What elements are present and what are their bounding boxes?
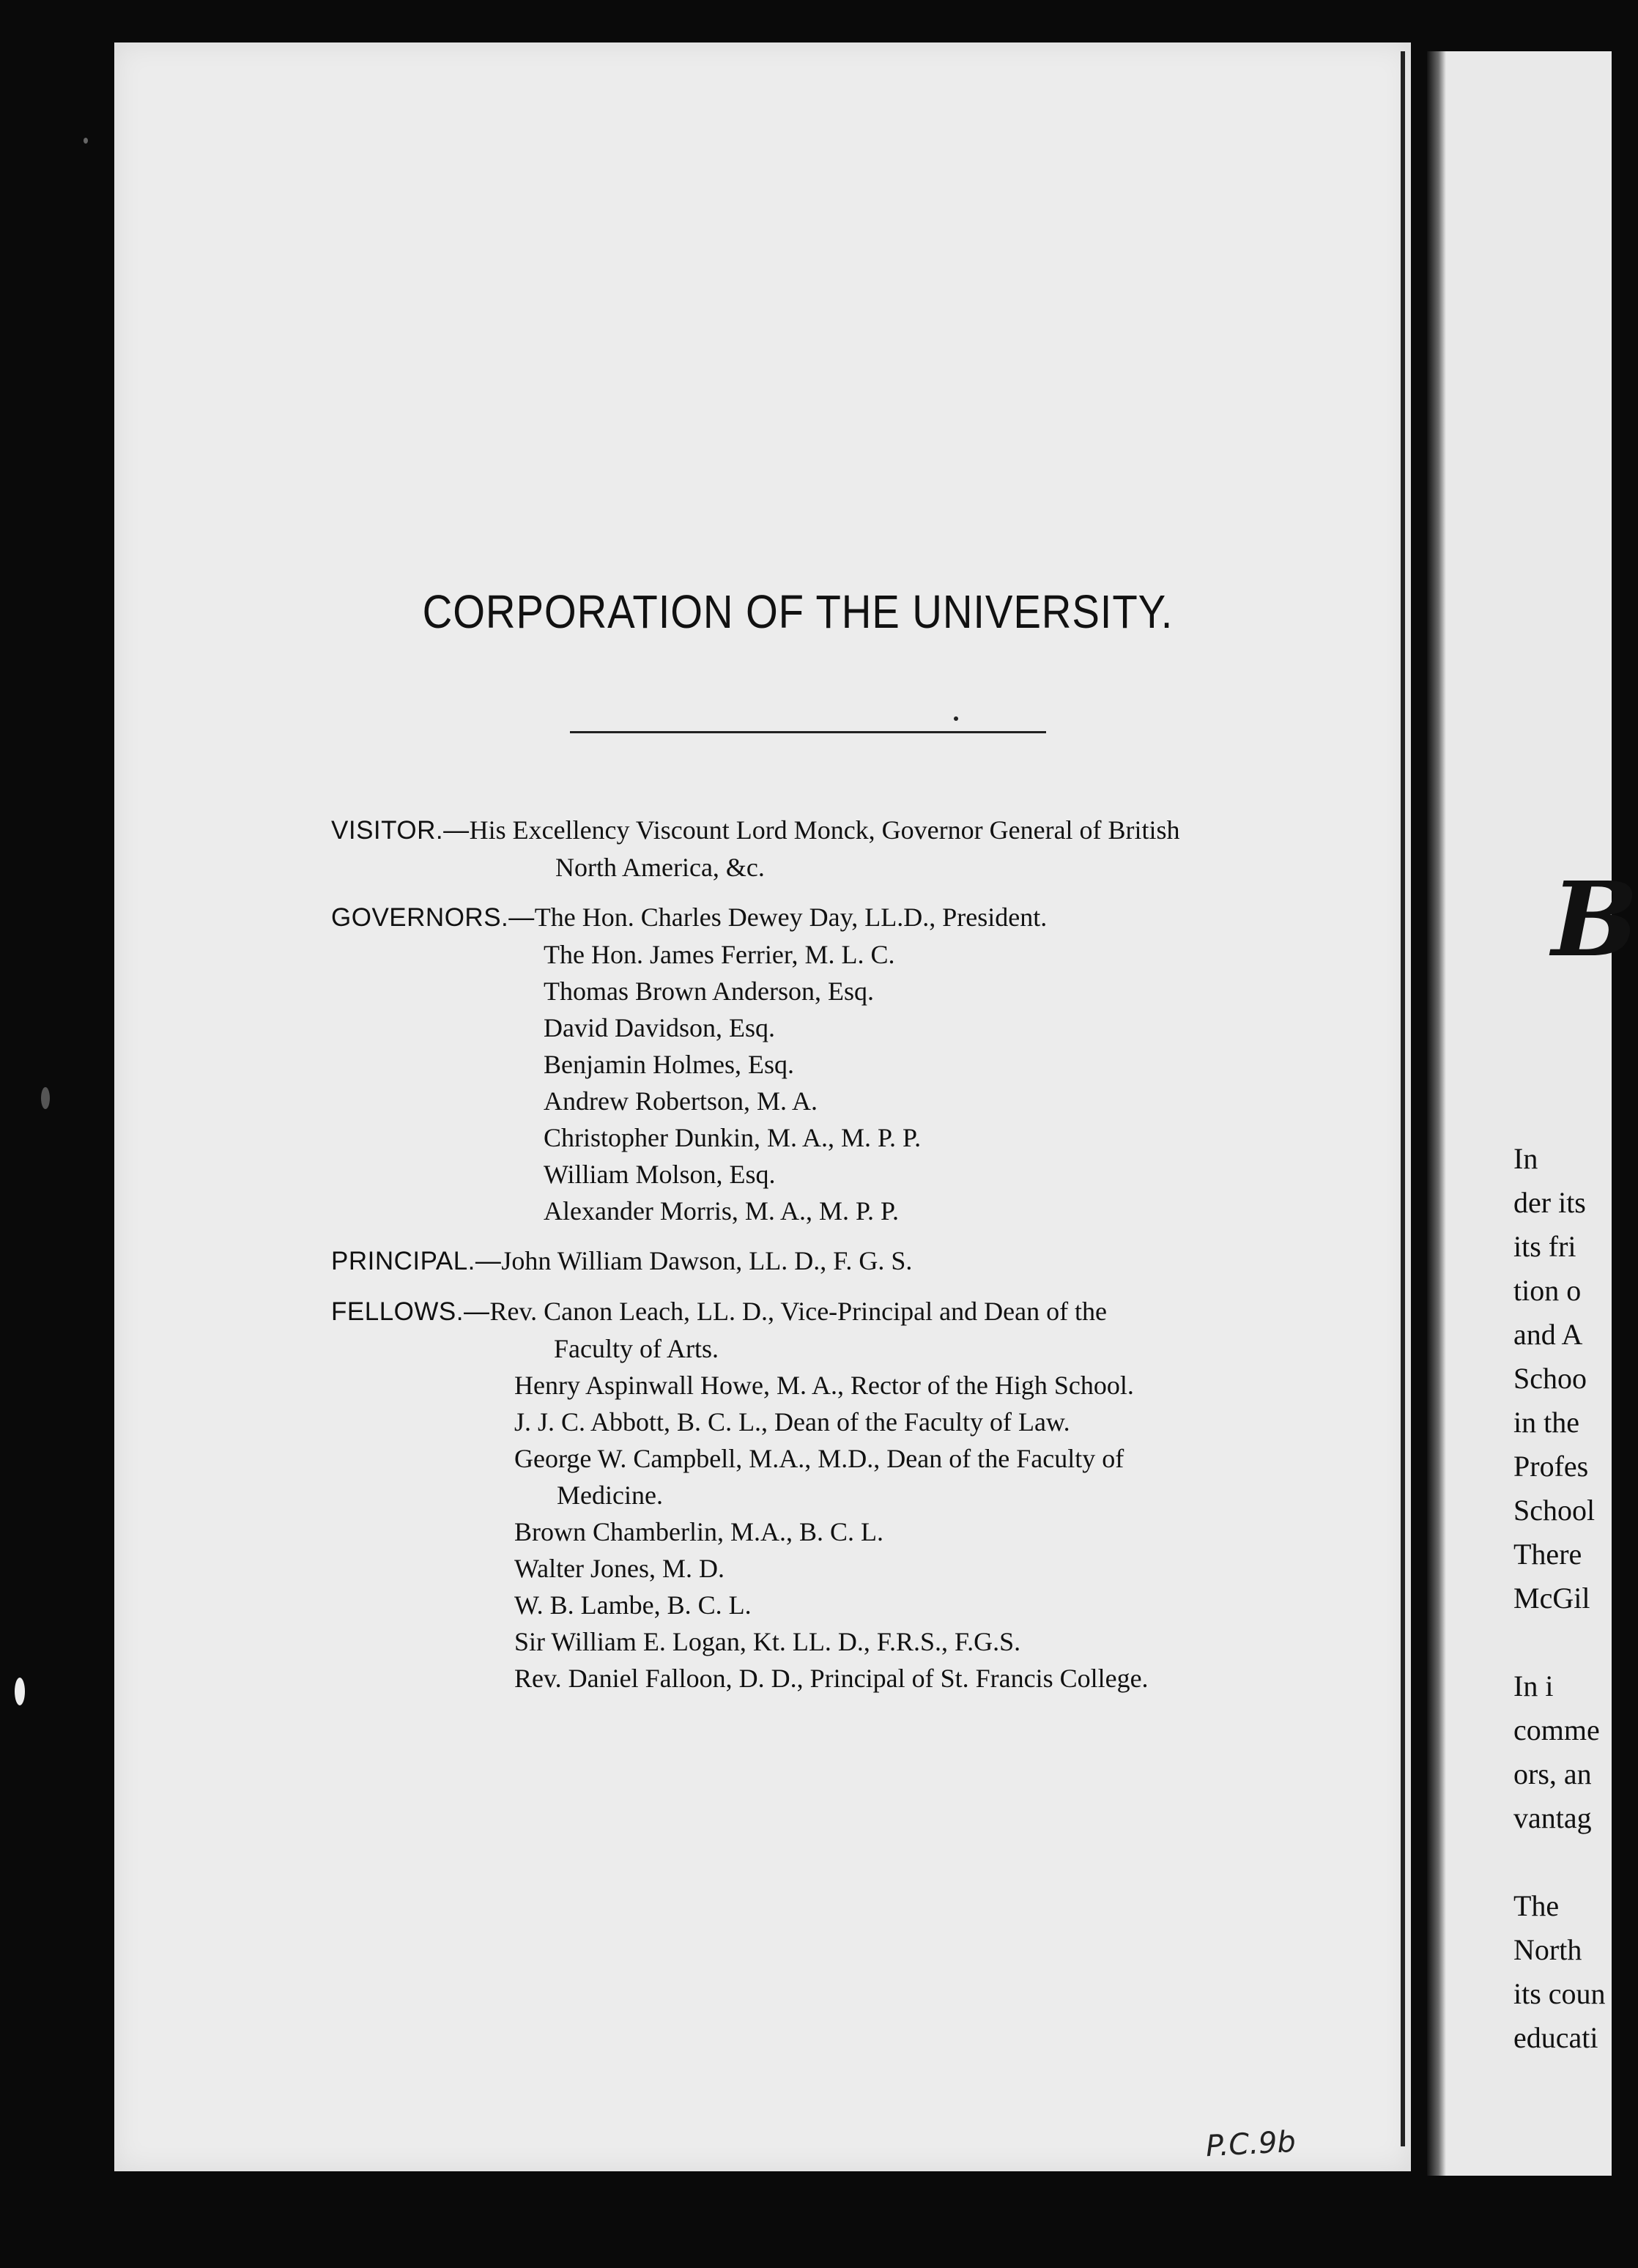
- visitor-line2: North America, &c.: [555, 853, 765, 882]
- principal-entry: [331, 1242, 1430, 1280]
- governor-president: The Hon. Charles Dewey Day, LL.D., President.: [534, 903, 1048, 932]
- facing-line: [1513, 1620, 1606, 1664]
- facing-line: comme: [1513, 1713, 1600, 1746]
- principal-name: John William Dawson, LL. D., F. G. S.: [501, 1246, 913, 1275]
- corporation-list: [331, 812, 1430, 1710]
- page-gutter: [1401, 51, 1405, 2146]
- fellow-item: Brown Chamberlin, M.A., B. C. L.: [514, 1517, 883, 1546]
- facing-line: In i: [1513, 1670, 1554, 1702]
- governor-item: William Molson, Esq.: [544, 1160, 776, 1189]
- rule-ornament: [954, 716, 958, 721]
- facing-line: educati: [1513, 2021, 1598, 2054]
- handwritten-shelfmark: P.C.9b: [1204, 2124, 1297, 2164]
- governor-item: Thomas Brown Anderson, Esq.: [544, 976, 874, 1006]
- fellow-item: Rev. Daniel Falloon, D. D., Principal of St. Francis College.: [514, 1664, 1149, 1693]
- fellow-item: Sir William E. Logan, Kt. LL. D., F.R.S., F.G.S.: [514, 1627, 1021, 1656]
- page-title: CORPORATION OF THE UNIVERSITY.: [422, 585, 1174, 638]
- gothic-initial: B: [1552, 860, 1638, 980]
- fellow-first-line2: Faculty of Arts.: [554, 1334, 719, 1363]
- facing-line: der its: [1513, 1186, 1586, 1219]
- binding-shadow: [1427, 51, 1446, 2176]
- facing-line: vantag: [1513, 1801, 1592, 1834]
- governors-label: GOVERNORS.—: [331, 903, 535, 932]
- facing-line: Schoo: [1513, 1362, 1587, 1395]
- facing-page-fragment: [1427, 51, 1638, 2176]
- principal-label: PRINCIPAL.—: [331, 1247, 502, 1275]
- governor-item: Benjamin Holmes, Esq.: [544, 1050, 794, 1079]
- fellows-members: [331, 1367, 1430, 1697]
- fellows-entry: [331, 1293, 1430, 1697]
- facing-line: [1513, 1840, 1606, 1884]
- governor-item: Alexander Morris, M. A., M. P. P.: [544, 1196, 900, 1226]
- governors-members: [331, 936, 1430, 1229]
- facing-line: North: [1513, 1933, 1582, 1966]
- facing-line: and A: [1513, 1318, 1583, 1351]
- scan-speck: [41, 1087, 50, 1109]
- facing-line: in the: [1513, 1406, 1579, 1439]
- fellow-item: J. J. C. Abbott, B. C. L., Dean of the Faculty of Law.: [514, 1407, 1070, 1437]
- fellow-item: W. B. Lambe, B. C. L.: [514, 1590, 752, 1620]
- scan-speck: [15, 1678, 25, 1705]
- scan-speck: [84, 138, 88, 144]
- governor-item: Andrew Robertson, M. A.: [544, 1086, 818, 1116]
- document-page: [114, 42, 1411, 2171]
- facing-line: There: [1513, 1538, 1582, 1571]
- facing-line: School: [1513, 1494, 1596, 1527]
- governor-item: Christopher Dunkin, M. A., M. P. P.: [544, 1123, 922, 1152]
- facing-line: The: [1513, 1889, 1560, 1922]
- governors-entry: [331, 899, 1430, 1229]
- facing-line: Profes: [1513, 1450, 1589, 1483]
- visitor-label: VISITOR.—: [331, 816, 470, 845]
- title-rule: [570, 731, 1046, 733]
- facing-page-text: [1513, 1137, 1606, 2060]
- facing-line: tion o: [1513, 1274, 1582, 1307]
- facing-line: its coun: [1513, 1977, 1606, 2010]
- facing-line: In: [1513, 1142, 1538, 1175]
- facing-line: ors, an: [1513, 1757, 1592, 1790]
- fellow-item: George W. Campbell, M.A., M.D., Dean of the Faculty of: [514, 1444, 1124, 1473]
- fellow-item: Walter Jones, M. D.: [514, 1554, 725, 1583]
- facing-line: its fri: [1513, 1230, 1576, 1263]
- governor-item: The Hon. James Ferrier, M. L. C.: [544, 940, 895, 969]
- fellow-first-line1: Rev. Canon Leach, LL. D., Vice-Principal and Dean of the: [489, 1297, 1108, 1326]
- governor-item: David Davidson, Esq.: [544, 1013, 775, 1042]
- fellow-item: Henry Aspinwall Howe, M. A., Rector of the High School.: [514, 1371, 1134, 1400]
- fellow-item-continued: Medicine.: [557, 1480, 663, 1510]
- visitor-entry: [331, 812, 1430, 886]
- fellows-label: FELLOWS.—: [331, 1297, 490, 1326]
- facing-line: McGil: [1513, 1582, 1590, 1615]
- visitor-line1: His Excellency Viscount Lord Monck, Governor General of British: [469, 815, 1180, 845]
